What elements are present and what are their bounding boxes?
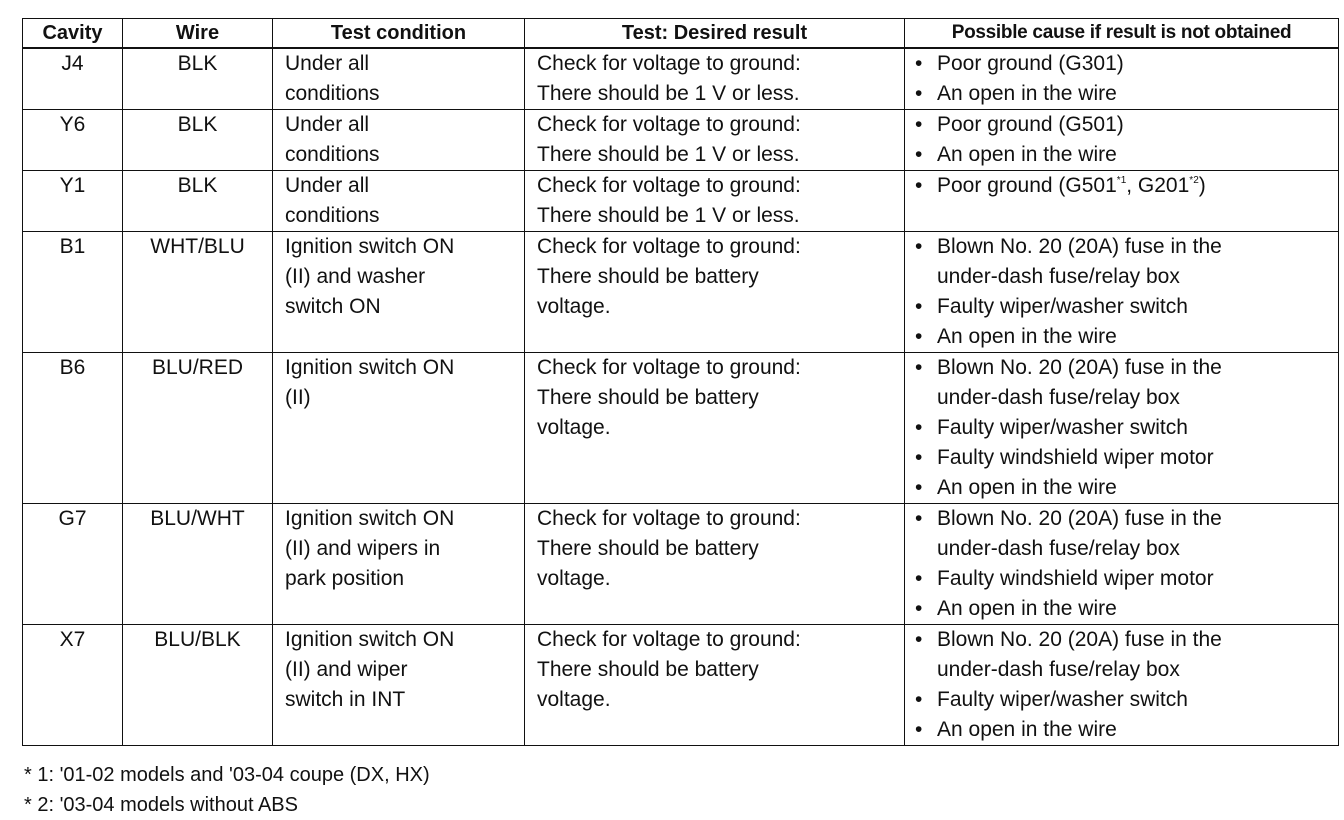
cause-text: An open in the wire — [937, 597, 1117, 620]
desired-result-line: voltage. — [537, 688, 611, 711]
cause-item — [905, 140, 1338, 170]
test-condition-cell — [273, 504, 525, 625]
desired-result-cell — [525, 504, 905, 625]
footnote-2: * 2: '03-04 models without ABS — [24, 794, 298, 816]
cavity-value: Y6 — [59, 113, 86, 136]
test-condition-line: Under all — [285, 52, 370, 75]
test-condition-line: (II) and washer — [285, 265, 426, 288]
possible-cause-cell — [905, 625, 1339, 746]
test-condition-line: Under all — [285, 174, 370, 197]
cavity-cell — [23, 232, 123, 353]
cause-item — [905, 564, 1338, 594]
test-condition-line: park position — [285, 567, 405, 590]
bullet-icon: • — [915, 628, 923, 651]
possible-cause-cell — [905, 48, 1339, 110]
test-condition-line: Ignition switch ON — [285, 507, 455, 530]
bullet-icon: • — [915, 143, 923, 166]
bullet-icon: • — [915, 597, 923, 620]
desired-result-line: There should be battery — [537, 386, 759, 409]
desired-result-line: Check for voltage to ground: — [537, 52, 801, 75]
possible-cause-cell — [905, 110, 1339, 171]
cause-text: Blown No. 20 (20A) fuse in the — [937, 507, 1222, 530]
cause-text: Poor ground (G501 — [937, 174, 1117, 197]
cause-item — [905, 171, 1338, 201]
cause-text: An open in the wire — [937, 718, 1117, 741]
cavity-cell — [23, 48, 123, 110]
bullet-icon: • — [915, 325, 923, 348]
test-condition-line: switch ON — [285, 295, 381, 318]
wire-value: BLU/RED — [151, 356, 244, 379]
wire-cell — [123, 353, 273, 504]
cavity-cell — [23, 110, 123, 171]
cause-text-continuation: under-dash fuse/relay box — [937, 537, 1180, 560]
desired-result-line: voltage. — [537, 295, 611, 318]
cause-text: Faulty windshield wiper motor — [937, 567, 1214, 590]
table-row — [23, 232, 1339, 353]
desired-result-line: There should be 1 V or less. — [537, 82, 800, 105]
test-condition-line: conditions — [285, 204, 380, 227]
cavity-value: J4 — [61, 52, 84, 75]
test-condition-line: (II) and wiper — [285, 658, 408, 681]
cause-item — [905, 504, 1338, 534]
desired-result-cell — [525, 232, 905, 353]
test-condition-line: (II) and wipers in — [285, 537, 441, 560]
wire-value: WHT/BLU — [150, 235, 245, 258]
possible-cause-cell — [905, 232, 1339, 353]
bullet-icon: • — [915, 476, 923, 499]
cavity-value: B1 — [59, 235, 86, 258]
desired-result-line: There should be battery — [537, 265, 759, 288]
cause-text: ) — [1198, 174, 1206, 197]
wire-cell — [123, 504, 273, 625]
cause-text: Faulty wiper/washer switch — [937, 688, 1188, 711]
test-condition-line: Under all — [285, 113, 370, 136]
cavity-cell — [23, 504, 123, 625]
cause-text: Blown No. 20 (20A) fuse in the — [937, 628, 1222, 651]
wire-value: BLU/WHT — [150, 507, 245, 530]
cause-text: Blown No. 20 (20A) fuse in the — [937, 356, 1222, 379]
possible-cause-cell — [905, 171, 1339, 232]
wire-value: BLK — [177, 52, 218, 75]
test-condition-cell — [273, 48, 525, 110]
cause-item — [905, 322, 1338, 352]
bullet-icon: • — [915, 82, 923, 105]
test-condition-cell — [273, 110, 525, 171]
test-condition-line: conditions — [285, 143, 380, 166]
bullet-icon: • — [915, 235, 923, 258]
header-test-condition: Test condition — [273, 19, 525, 49]
bullet-icon: • — [915, 507, 923, 530]
cause-item — [905, 353, 1338, 383]
desired-result-line: Check for voltage to ground: — [537, 356, 801, 379]
table-row — [23, 504, 1339, 625]
wire-value: BLU/BLK — [154, 628, 241, 651]
header-possible-cause: Possible cause if result is not obtained — [905, 19, 1339, 49]
desired-result-cell — [525, 353, 905, 504]
desired-result-line: There should be 1 V or less. — [537, 204, 800, 227]
table-row — [23, 171, 1339, 232]
cause-text: Poor ground (G301) — [937, 52, 1124, 75]
footnote-marker: *1 — [1116, 175, 1127, 186]
wire-cell — [123, 625, 273, 746]
wire-cell — [123, 171, 273, 232]
footnote-marker: *2 — [1189, 175, 1199, 186]
table-header-row — [23, 19, 1339, 49]
test-condition-line: conditions — [285, 82, 380, 105]
cause-item — [905, 79, 1338, 109]
possible-cause-cell — [905, 504, 1339, 625]
cause-item — [905, 413, 1338, 443]
bullet-icon: • — [915, 718, 923, 741]
cause-text: Faulty windshield wiper motor — [937, 446, 1214, 469]
test-condition-line: switch in INT — [285, 688, 406, 711]
cause-item — [905, 685, 1338, 715]
desired-result-line: voltage. — [537, 416, 611, 439]
bullet-icon: • — [915, 52, 923, 75]
cause-item — [905, 232, 1338, 262]
bullet-icon: • — [915, 113, 923, 136]
cause-text: An open in the wire — [937, 143, 1117, 166]
footnotes — [24, 760, 430, 820]
bullet-icon: • — [915, 688, 923, 711]
cavity-cell — [23, 353, 123, 504]
cavity-value: G7 — [58, 507, 87, 530]
bullet-icon: • — [915, 567, 923, 590]
table-row — [23, 625, 1339, 746]
cause-text-continuation: under-dash fuse/relay box — [937, 386, 1180, 409]
cavity-value: Y1 — [59, 174, 86, 197]
desired-result-line: voltage. — [537, 567, 611, 590]
cause-item — [905, 625, 1338, 655]
desired-result-cell — [525, 48, 905, 110]
cause-item — [905, 49, 1338, 79]
connector-test-table — [22, 18, 1339, 746]
desired-result-line: Check for voltage to ground: — [537, 174, 801, 197]
bullet-icon: • — [915, 295, 923, 318]
desired-result-line: Check for voltage to ground: — [537, 507, 801, 530]
bullet-icon: • — [915, 174, 923, 197]
cavity-cell — [23, 171, 123, 232]
desired-result-line: Check for voltage to ground: — [537, 113, 801, 136]
table-body — [23, 48, 1339, 746]
desired-result-line: There should be 1 V or less. — [537, 143, 800, 166]
test-condition-line: Ignition switch ON — [285, 356, 455, 379]
test-condition-line: (II) — [285, 386, 311, 409]
header-wire: Wire — [123, 19, 273, 49]
wire-cell — [123, 232, 273, 353]
cause-item — [905, 594, 1338, 624]
cause-item — [905, 110, 1338, 140]
cause-text: Blown No. 20 (20A) fuse in the — [937, 235, 1222, 258]
desired-result-cell — [525, 171, 905, 232]
desired-result-cell — [525, 110, 905, 171]
cavity-value: B6 — [59, 356, 86, 379]
cause-item — [905, 292, 1338, 322]
footnote-1: * 1: '01-02 models and '03-04 coupe (DX, HX) — [24, 764, 430, 786]
cause-item — [905, 715, 1338, 745]
table-row — [23, 110, 1339, 171]
test-condition-cell — [273, 625, 525, 746]
test-condition-cell — [273, 353, 525, 504]
cavity-value: X7 — [59, 628, 86, 651]
cause-text: An open in the wire — [937, 82, 1117, 105]
wire-value: BLK — [177, 174, 218, 197]
wire-cell — [123, 110, 273, 171]
desired-result-line: Check for voltage to ground: — [537, 235, 801, 258]
wire-cell — [123, 48, 273, 110]
wire-value: BLK — [177, 113, 218, 136]
desired-result-line: There should be battery — [537, 537, 759, 560]
test-condition-cell — [273, 171, 525, 232]
table-row — [23, 353, 1339, 504]
table-row — [23, 48, 1339, 110]
cause-text-continuation: under-dash fuse/relay box — [937, 658, 1180, 681]
cause-item — [905, 473, 1338, 503]
connector-test-table-sheet — [22, 18, 1338, 816]
test-condition-cell — [273, 232, 525, 353]
desired-result-cell — [525, 625, 905, 746]
bullet-icon: • — [915, 416, 923, 439]
cause-text: Poor ground (G501) — [937, 113, 1124, 136]
header-desired-result: Test: Desired result — [525, 19, 905, 49]
cause-item — [905, 443, 1338, 473]
test-condition-line: Ignition switch ON — [285, 235, 455, 258]
test-condition-line: Ignition switch ON — [285, 628, 455, 651]
header-cavity: Cavity — [23, 19, 123, 49]
cavity-cell — [23, 625, 123, 746]
cause-text: Faulty wiper/washer switch — [937, 416, 1188, 439]
cause-text-continuation: under-dash fuse/relay box — [937, 265, 1180, 288]
cause-text: Faulty wiper/washer switch — [937, 295, 1188, 318]
cause-text: , G201 — [1126, 174, 1190, 197]
cause-text: An open in the wire — [937, 325, 1117, 348]
bullet-icon: • — [915, 446, 923, 469]
desired-result-line: Check for voltage to ground: — [537, 628, 801, 651]
bullet-icon: • — [915, 356, 923, 379]
cause-text: An open in the wire — [937, 476, 1117, 499]
desired-result-line: There should be battery — [537, 658, 759, 681]
possible-cause-cell — [905, 353, 1339, 504]
